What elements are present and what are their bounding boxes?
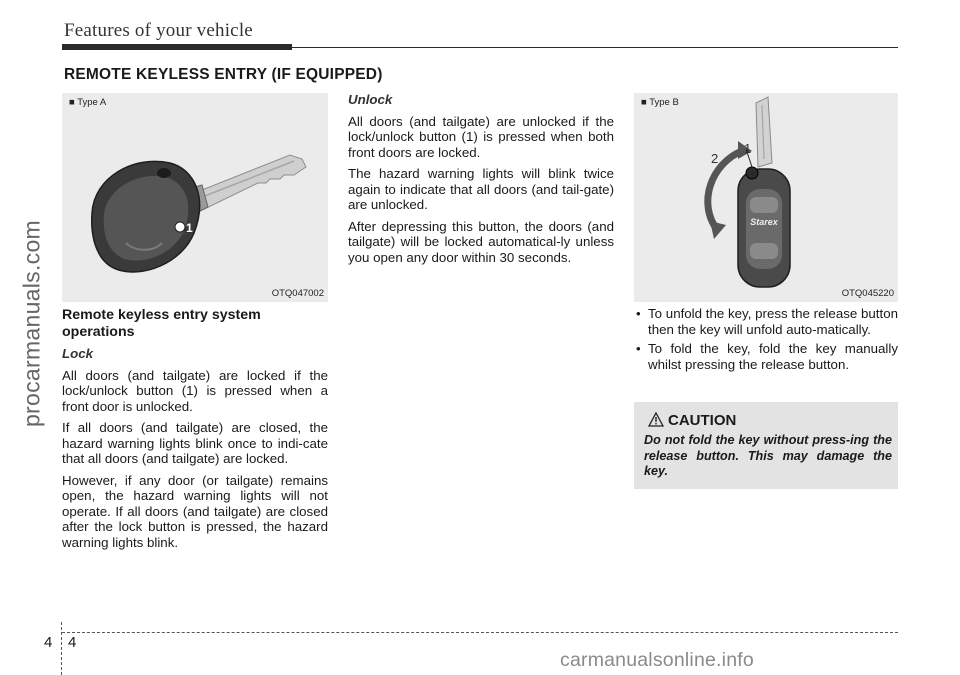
caution-title: CAUTION (668, 412, 737, 429)
list-item: • To unfold the key, press the release button then the key will unfold auto-matically. (636, 306, 898, 337)
side-watermark: procarmanuals.com (18, 219, 45, 428)
figure-a-label: ■ Type A (69, 97, 107, 108)
figure-type-a (62, 93, 328, 302)
warning-triangle-icon (648, 412, 664, 427)
figure-a-callout-1: 1 (186, 221, 193, 235)
figure-type-b (634, 93, 898, 302)
operations-heading: Remote keyless entry system operations (62, 307, 261, 340)
unlock-paragraph-1: All doors (and tailgate) are unlocked if the lock/unlock button (1) is pressed when both front doors are locked. (348, 113, 614, 160)
header-rule-thin (292, 47, 898, 48)
figure-a-code: OTQ047002 (271, 288, 324, 299)
column-fold (634, 306, 898, 376)
fold-bullet-1: To unfold the key, press the release button then the key will unfold auto-matically. (648, 306, 898, 337)
unlock-paragraph-3: After depressing this button, the doors (and tailgate) will be locked automatical-ly unless you open any door within 30 seconds. (348, 218, 614, 265)
column-unlock (348, 92, 614, 271)
footer-watermark: carmanualsonline.info (560, 649, 754, 671)
footer-divider (61, 622, 62, 675)
caution-text: Do not fold the key without press-ing the release button. This may damage the key. (644, 433, 892, 478)
figure-b-callout-1: 1 (744, 141, 752, 156)
lock-paragraph-3: However, if any door (or tailgate) remains open, the hazard warning lights will not operate. If all doors (and tailgate) are closed after the lock button is pressed, the hazard warning lights blink. (62, 472, 328, 550)
chapter-number: 4 (44, 634, 53, 651)
footer-rule (62, 632, 898, 633)
figure-b-code: OTQ045220 (841, 288, 894, 299)
fold-instructions-list (634, 306, 898, 372)
section-title: REMOTE KEYLESS ENTRY (IF EQUIPPED) (64, 66, 383, 83)
column-lock (62, 307, 328, 556)
unlock-subheading: Unlock (348, 92, 393, 107)
lock-subheading: Lock (62, 346, 94, 361)
figure-b-callout-2: 2 (711, 151, 719, 166)
list-item: • To fold the key, fold the key manually whilst pressing the release button. (636, 341, 898, 372)
folding-key-type-a-illustration (62, 93, 328, 302)
page-number: 4 (68, 634, 77, 651)
caution-box (634, 402, 898, 489)
header-rule-thick (62, 44, 292, 50)
unlock-paragraph-2: The hazard warning lights will blink twice again to indicate that all doors (and tail-gate) are unlocked. (348, 166, 614, 212)
fold-bullet-2: To fold the key, fold the key manually whilst pressing the release button. (648, 341, 898, 372)
figure-b-label: ■ Type B (641, 97, 679, 108)
lock-paragraph-2: If all doors (and tailgate) are closed, the hazard warning lights blink once to indi-cate that all doors (and tailgate) are locked. (62, 420, 328, 466)
fob-brand-text: Starex (750, 217, 778, 227)
lock-paragraph-1: All doors (and tailgate) are locked if the lock/unlock button (1) is pressed when a front door is unlocked. (62, 367, 328, 414)
chapter-title: Features of your vehicle (64, 20, 253, 41)
flip-key-type-b-illustration (634, 93, 898, 302)
caution-heading (648, 412, 736, 429)
